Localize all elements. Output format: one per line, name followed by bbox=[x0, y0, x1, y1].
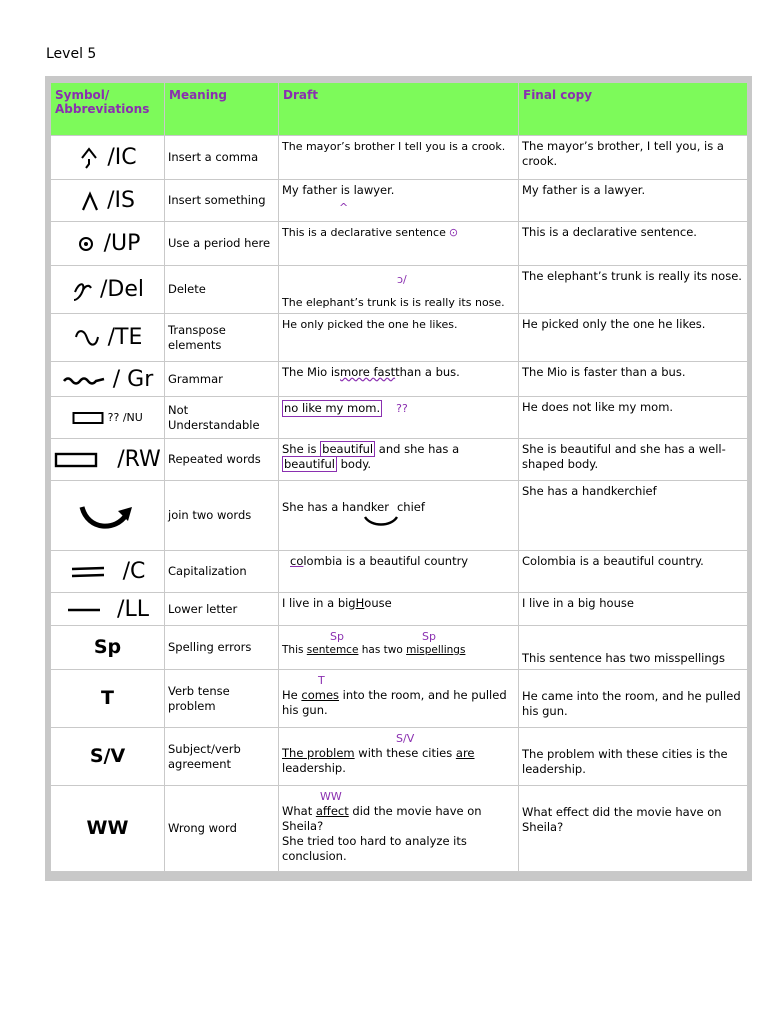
draft-text-marked: sentemce bbox=[306, 644, 359, 656]
meaning-cell: Insert a comma bbox=[165, 136, 279, 180]
symbol-cell bbox=[51, 136, 165, 180]
symbol-cell bbox=[51, 314, 165, 362]
draft-text: with these cities bbox=[354, 746, 456, 760]
draft-text: This is a declarative sentence bbox=[282, 226, 446, 239]
table-row bbox=[51, 362, 748, 397]
draft-text: chief bbox=[396, 500, 425, 514]
draft-mark: ?? bbox=[396, 402, 408, 415]
meaning-cell: Verb tense problem bbox=[165, 670, 279, 728]
meaning-cell: Transpose elements bbox=[165, 314, 279, 362]
symbol-cell bbox=[51, 593, 165, 626]
draft-text: My father is lawyer. bbox=[282, 183, 395, 197]
table-row bbox=[51, 222, 748, 266]
draft-text: This bbox=[282, 644, 307, 656]
draft-text-marked: The problem bbox=[282, 746, 355, 760]
draft-cell: ↄ/ The elephant’s trunk is is really its nose. bbox=[279, 266, 519, 314]
symbol-abbr: / Gr bbox=[112, 366, 154, 392]
draft-cell bbox=[279, 362, 519, 397]
final-cell: The Mio is faster than a bus. bbox=[519, 362, 748, 397]
meaning-cell: Repeated words bbox=[165, 439, 279, 481]
meaning-cell: Grammar bbox=[165, 362, 279, 397]
meaning-cell: Use a period here bbox=[165, 222, 279, 266]
table-row bbox=[51, 626, 748, 670]
table-row bbox=[51, 314, 748, 362]
draft-cell bbox=[279, 786, 519, 872]
draft-text-marked: beautiful bbox=[322, 442, 374, 456]
draft-cell bbox=[279, 626, 519, 670]
draft-cell bbox=[279, 670, 519, 728]
symbol-cell bbox=[51, 439, 165, 481]
draft-cell: This is a declarative sentence ⊙ bbox=[279, 222, 519, 266]
insert-comma-icon bbox=[78, 146, 100, 170]
symbol-cell: T bbox=[51, 670, 165, 728]
draft-text-marked: affect bbox=[315, 804, 349, 818]
meaning-cell: Lower letter bbox=[165, 593, 279, 626]
correction-symbols-table bbox=[50, 82, 748, 872]
header-meaning: Meaning bbox=[165, 83, 279, 136]
symbol-abbr: /Del bbox=[100, 276, 144, 302]
final-cell: She is beautiful and she has a well-shaped body. bbox=[519, 439, 748, 481]
draft-text: She is bbox=[282, 442, 321, 456]
final-cell: She has a handkerchief bbox=[519, 481, 748, 551]
symbol-abbr: ?? /NU bbox=[107, 411, 143, 424]
draft-text: I live in a big bbox=[282, 596, 356, 610]
double-line-icon bbox=[70, 565, 106, 579]
draft-text: did the movie have on Sheila? bbox=[282, 804, 482, 833]
draft-cell bbox=[279, 593, 519, 626]
header-draft: Draft bbox=[279, 83, 519, 136]
draft-text: into the room, and he pulled his gun. bbox=[282, 688, 507, 717]
draft-text: The elephant’s trunk is is really its nose. bbox=[282, 296, 505, 309]
final-cell bbox=[519, 728, 748, 786]
draft-text-marked: H bbox=[355, 596, 365, 610]
table-row bbox=[51, 670, 748, 728]
table-row bbox=[51, 728, 748, 786]
symbol-cell bbox=[51, 551, 165, 593]
symbol-abbr: /C bbox=[122, 559, 146, 584]
caret-icon bbox=[80, 190, 100, 212]
table-row bbox=[51, 786, 748, 872]
symbol-abbr: /IC bbox=[107, 144, 137, 170]
meaning-cell: Wrong word bbox=[165, 786, 279, 872]
draft-mark: S/V bbox=[396, 732, 415, 745]
final-cell: He picked only the one he likes. bbox=[519, 314, 748, 362]
draft-text: He only picked the one he likes. bbox=[282, 318, 458, 331]
symbol-cell bbox=[51, 180, 165, 222]
final-text: The problem with these cities is the leadership. bbox=[522, 747, 728, 776]
draft-mark: T bbox=[318, 674, 325, 687]
draft-text: The mayor’s brother I tell you is a crook. bbox=[282, 140, 506, 153]
meaning-cell: join two words bbox=[165, 481, 279, 551]
table-row bbox=[51, 180, 748, 222]
draft-text: The Mio is bbox=[282, 365, 341, 379]
final-cell: Colombia is a beautiful country. bbox=[519, 551, 748, 593]
draft-text: She has a handker bbox=[282, 500, 389, 514]
final-text: What effect did the movie have on Sheila? bbox=[522, 805, 722, 834]
draft-text: lombia is a beautiful country bbox=[303, 554, 469, 568]
draft-cell bbox=[279, 397, 519, 439]
draft-cell: My father is lawyer. ^ bbox=[279, 180, 519, 222]
rectangle-icon bbox=[72, 411, 104, 425]
final-cell: The elephant’s trunk is really its nose. bbox=[519, 266, 748, 314]
final-text: He came into the room, and he pulled his gun. bbox=[522, 689, 741, 718]
draft-cell bbox=[279, 551, 519, 593]
symbol-cell bbox=[51, 397, 165, 439]
draft-text-marked: beautiful bbox=[284, 457, 335, 471]
rectangle-icon bbox=[54, 452, 98, 468]
table-row bbox=[51, 136, 748, 180]
meaning-cell: Insert something bbox=[165, 180, 279, 222]
draft-mark: Sp bbox=[421, 630, 436, 643]
draft-cell bbox=[279, 136, 519, 180]
symbol-cell: WW bbox=[51, 786, 165, 872]
final-cell: The mayor’s brother, I tell you, is a crook. bbox=[519, 136, 748, 180]
final-cell bbox=[519, 786, 748, 872]
join-mark-icon bbox=[363, 515, 399, 527]
draft-text-marked: comes bbox=[301, 688, 340, 702]
symbol-cell bbox=[51, 222, 165, 266]
draft-cell bbox=[279, 439, 519, 481]
final-cell: He does not like my mom. bbox=[519, 397, 748, 439]
header-final: Final copy bbox=[519, 83, 748, 136]
delete-squiggle-icon bbox=[71, 278, 93, 302]
draft-text: What bbox=[282, 804, 316, 818]
draft-text: has two bbox=[358, 644, 407, 656]
header-symbol: Symbol/ Abbreviations bbox=[51, 83, 165, 136]
draft-cell bbox=[279, 481, 519, 551]
final-cell: My father is a lawyer. bbox=[519, 180, 748, 222]
wavy-line-icon bbox=[62, 373, 106, 387]
draft-text: She tried too hard to analyze its conclusion. bbox=[282, 834, 467, 863]
symbol-abbr: /TE bbox=[107, 324, 143, 350]
table-row bbox=[51, 551, 748, 593]
table-row bbox=[51, 397, 748, 439]
join-arc-icon bbox=[78, 501, 138, 531]
page-title: Level 5 bbox=[46, 46, 97, 62]
draft-mark: WW bbox=[320, 790, 342, 803]
table-row bbox=[51, 439, 748, 481]
final-text: This sentence has two misspellings bbox=[522, 651, 725, 665]
symbol-cell bbox=[51, 481, 165, 551]
draft-text-marked: co bbox=[290, 554, 304, 568]
table-row bbox=[51, 266, 748, 314]
final-cell: I live in a big house bbox=[519, 593, 748, 626]
meaning-cell: Subject/verb agreement bbox=[165, 728, 279, 786]
meaning-cell: Delete bbox=[165, 266, 279, 314]
single-line-icon bbox=[66, 606, 102, 614]
table-row bbox=[51, 593, 748, 626]
symbol-cell: S/V bbox=[51, 728, 165, 786]
period-circle-icon bbox=[75, 235, 97, 253]
table-row bbox=[51, 481, 748, 551]
draft-text: no like my mom. bbox=[284, 401, 381, 415]
draft-text-marked: are bbox=[455, 746, 475, 760]
meaning-cell: Spelling errors bbox=[165, 626, 279, 670]
draft-text: leadership. bbox=[282, 761, 346, 775]
draft-text: and she has a bbox=[375, 442, 460, 456]
symbol-abbr: /LL bbox=[117, 596, 149, 622]
symbol-cell bbox=[51, 362, 165, 397]
meaning-cell: Capitalization bbox=[165, 551, 279, 593]
symbol-abbr: /IS bbox=[107, 187, 135, 213]
draft-text-marked: more fast bbox=[340, 365, 396, 379]
meaning-cell: Not Understandable bbox=[165, 397, 279, 439]
draft-cell bbox=[279, 314, 519, 362]
draft-text: body. bbox=[336, 457, 372, 471]
draft-text: He bbox=[282, 688, 302, 702]
symbol-abbr: /RW bbox=[117, 446, 161, 472]
symbol-cell bbox=[51, 266, 165, 314]
symbol-abbr: /UP bbox=[103, 230, 141, 256]
final-cell: This is a declarative sentence. bbox=[519, 222, 748, 266]
final-cell bbox=[519, 626, 748, 670]
draft-text: ouse bbox=[364, 596, 392, 610]
draft-mark: Sp bbox=[330, 630, 344, 643]
symbol-cell: Sp bbox=[51, 626, 165, 670]
final-cell bbox=[519, 670, 748, 728]
draft-text-marked: mispellings bbox=[406, 644, 466, 656]
draft-text: than a bus. bbox=[395, 365, 460, 379]
transpose-icon bbox=[73, 327, 101, 349]
table-header-row bbox=[51, 83, 748, 136]
draft-cell bbox=[279, 728, 519, 786]
